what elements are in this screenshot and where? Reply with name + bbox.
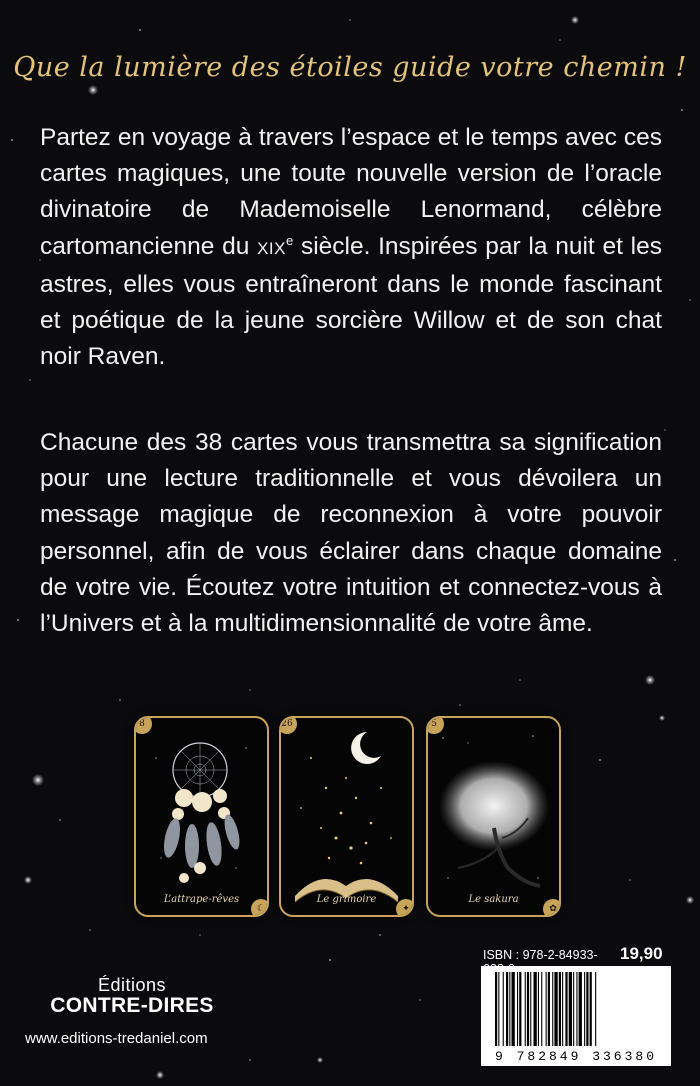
card-attrape-reves [134,716,269,917]
century-superscript: e [285,232,294,248]
open-book-moon-illustration [281,718,412,915]
publisher-name: CONTRE-DIRES [50,994,214,1017]
publisher-website: www.editions-tredaniel.com [25,1030,208,1047]
description-paragraph-1: Partez en voyage à travers l’espace et le temps avec ces cartes magiques, une toute nouvelle version de l’oracle divinatoire de Mademoiselle Lenormand, célèbre cartomancienne du XIXe siècle. Inspirées par la nuit et les astres, elles vous entraîneront dans le monde fascinant et poétique de la jeune sorcière Willow et de son chat noir Raven. [40,124,662,371]
description-paragraph-2: Chacune des 38 cartes vous transmettra sa signification pour une lecture traditionnelle et vous dévoilera un message magique de reconnexion à votre pouvoir personnel, afin de vous éclairer dans chaque domaine de votre vie. Écoutez votre intuition et connectez-vous à l’Univers et à la multidimensionnalité de votre âme. [40,429,662,638]
publisher-line1: Éditions [97,975,167,995]
century-roman-numeral: XIX [257,238,286,258]
card-grimoire [279,716,414,917]
card-number: 8 [134,716,152,734]
flower-badge-icon: ✿ [543,899,561,917]
barcode-digits: 9 782849 336380 [494,1049,658,1064]
card-title: Le grimoire [316,894,377,905]
isbn-label: ISBN : 978-2-84933- [483,948,598,962]
card-number: 5 [426,716,444,734]
publisher-logo [47,975,217,1018]
tagline: Que la lumière des étoiles guide votre chemin ! [13,52,687,83]
book-badge-icon: ✦ [396,899,414,917]
card-number: 26 [279,716,297,734]
moon-badge-icon: ☾ [251,899,269,917]
card-title: Le sakura [468,894,519,905]
cherry-tree-illustration [428,718,559,915]
dreamcatcher-illustration [136,718,267,915]
barcode [481,966,671,1066]
price: 19,90 [620,944,663,963]
card-title: L’attrape-rêves [163,894,240,905]
card-sakura [426,716,561,917]
